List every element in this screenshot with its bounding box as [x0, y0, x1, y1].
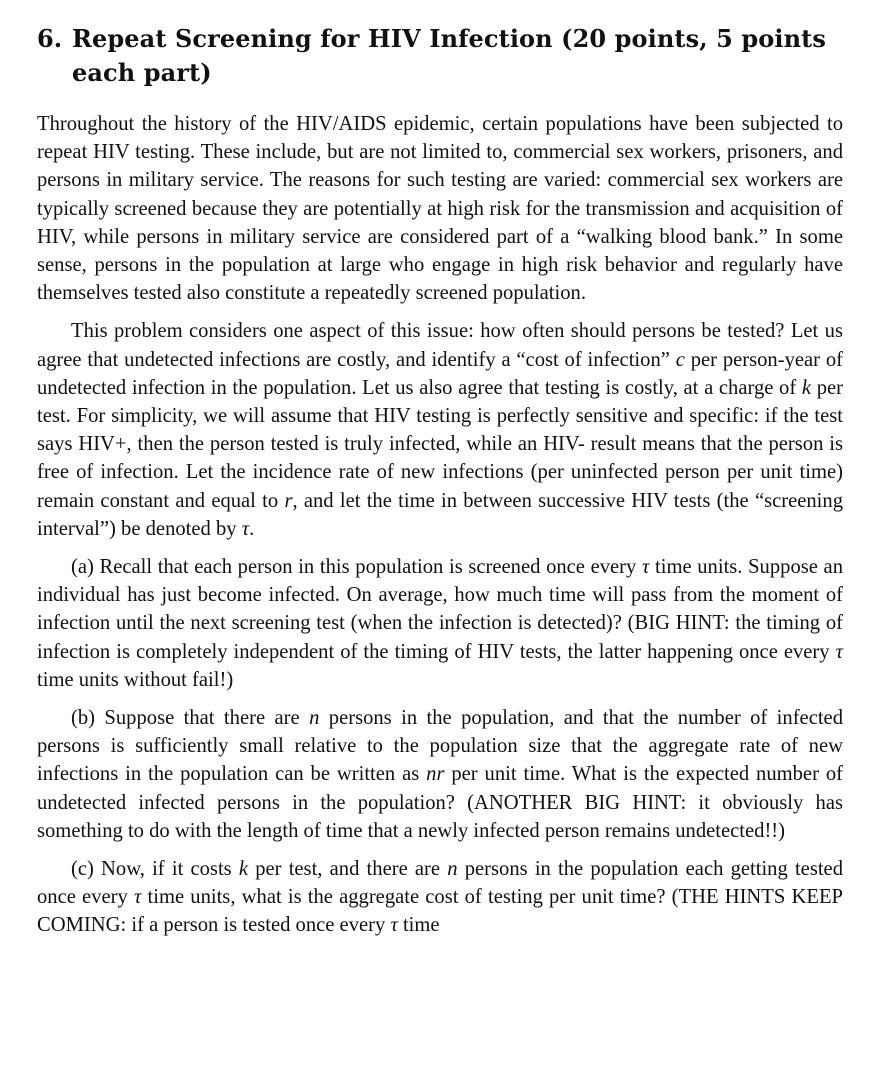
math-variable-k: k — [801, 376, 812, 399]
part-c-paragraph: (c) Now, if it costs k per test, and there are n persons in the population each getting tested once every τ time units, what is the aggregate cost of testing per unit time? (THE HINTS KEEP COMING: if a person is tested once every τ time — [37, 858, 843, 937]
part-a-paragraph: (a) Recall that each person in this population is screened once every τ time units. Suppose an individual has just become infected. On average, how much time will pass from the moment of infection until the next screening test (when the infection is detected)? (BIG HINT: the timing of infection is completely independent of the timing of HIV tests, the latter happening once every τ time units without fail!) — [37, 556, 843, 691]
setup-paragraph: This problem considers one aspect of this issue: how often should persons be tested? Let us agree that undetected infections are costly, and identify a “cost of infection” c per person-year of undetected infection in the population. Let us also agree that testing is costly, at a charge of k per test. For simplicity, we will assume that HIV testing is perfectly sensitive and specific: if the test says HIV+, then the person tested is truly infected, while an HIV- result means that the person is free of infection. Let the incidence rate of new infections (per uninfected person per unit time) remain constant and equal to r, and let the time in between successive HIV tests (the “screening interval”) be denoted by τ. — [37, 320, 844, 540]
problem-heading — [37, 22, 843, 90]
part-b-paragraph: (b) Suppose that there are n persons in the population, and that the number of infected persons is sufficiently small relative to the population size that the aggregate rate of new infections in the population can be written as nr per unit time. What is the expected number of undetected infected persons in the population? (ANOTHER BIG HINT: it obviously has something to do with the length of time that a newly infected person remains undetected!!) — [37, 707, 843, 842]
math-variable-n: n — [447, 858, 458, 881]
math-variable-tau: τ — [641, 556, 650, 579]
math-variable-tau: τ — [835, 640, 843, 663]
math-variable-c: c — [675, 348, 685, 371]
math-variable-tau: τ — [390, 914, 398, 937]
math-variable-n: n — [309, 707, 320, 730]
math-variable-tau: τ — [133, 886, 142, 909]
intro-paragraph: Throughout the history of the HIV/AIDS epidemic, certain populations have been subjected to repeat HIV testing. These include, but are not limited to, commercial sex workers, prisoners, and persons in military service. The reasons for such testing are varied: commercial sex workers are typically screened because they are potentially at high risk for the transmission and acquisition of HIV, while persons in military service are considered part of a “walking blood bank.” In some sense, persons in the population at large who engage in high risk behavior and regularly have themselves tested also constitute a repeatedly screened population. — [37, 113, 843, 305]
document-page — [37, 22, 843, 950]
problem-title: Repeat Screening for HIV Infection (20 points, 5 points each part) — [72, 24, 826, 87]
math-variable-tau: τ — [241, 517, 250, 540]
math-variable-nr: nr — [426, 763, 445, 786]
problem-number: 6. — [37, 24, 63, 53]
math-variable-r: r — [284, 489, 293, 512]
math-variable-k: k — [238, 858, 249, 881]
